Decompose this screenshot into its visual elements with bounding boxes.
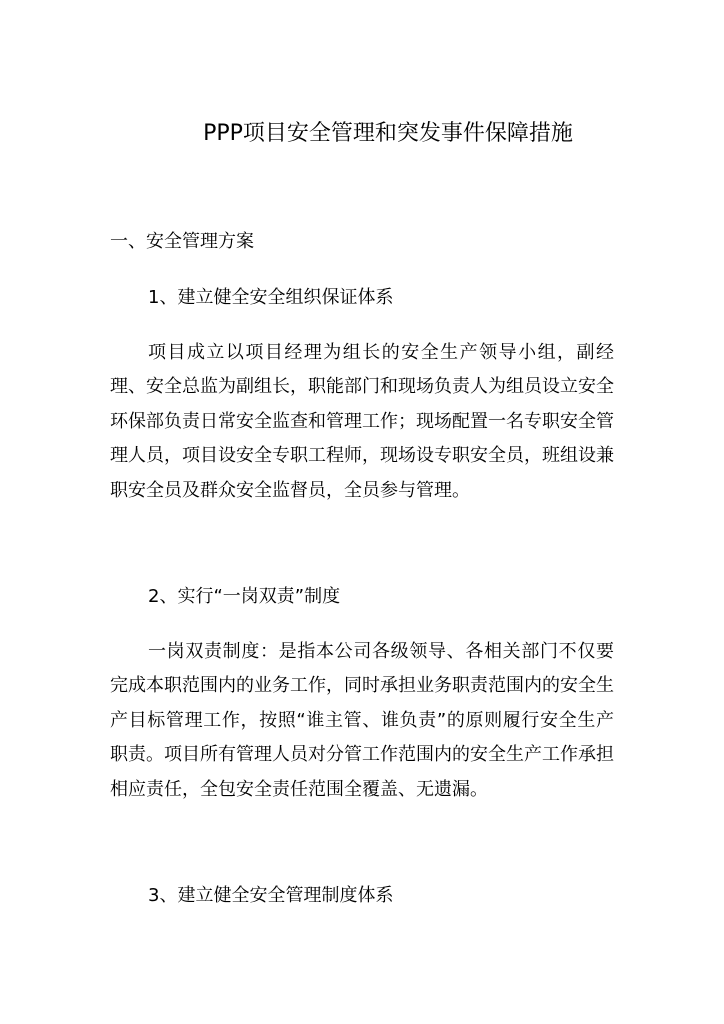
subsection-heading-3: 3、建立健全安全管理制度体系	[148, 885, 394, 906]
subsection-heading-2: 2、实行“一岗双责”制度	[148, 586, 341, 607]
paragraph-1: 项目成立以项目经理为组长的安全生产领导小组，副经理、安全总监为副组长，职能部门和现场负责人为组员设立安全环保部负责日常安全监查和管理工作；现场配置一名专职安全管理人员，项目设安全专职工程师，现场设专职安全员，班组设兼职安全员及群众安全监督员，全员参与管理。	[110, 342, 614, 501]
section-heading-safety-management-plan: 一、安全管理方案	[110, 231, 254, 252]
paragraph-2: 一岗双责制度：是指本公司各级领导、各相关部门不仅要完成本职范围内的业务工作，同时承担业务职责范围内的安全生产目标管理工作，按照“谁主管、谁负责”的原则履行安全生产职责。项目所有管理人员对分管工作范围内的安全生产工作承担相应责任，全包安全责任范围全覆盖、无遗漏。	[110, 641, 614, 800]
document-title: PPP项目安全管理和突发事件保障措施	[203, 121, 573, 146]
subsection-heading-1: 1、建立健全安全组织保证体系	[148, 287, 394, 308]
